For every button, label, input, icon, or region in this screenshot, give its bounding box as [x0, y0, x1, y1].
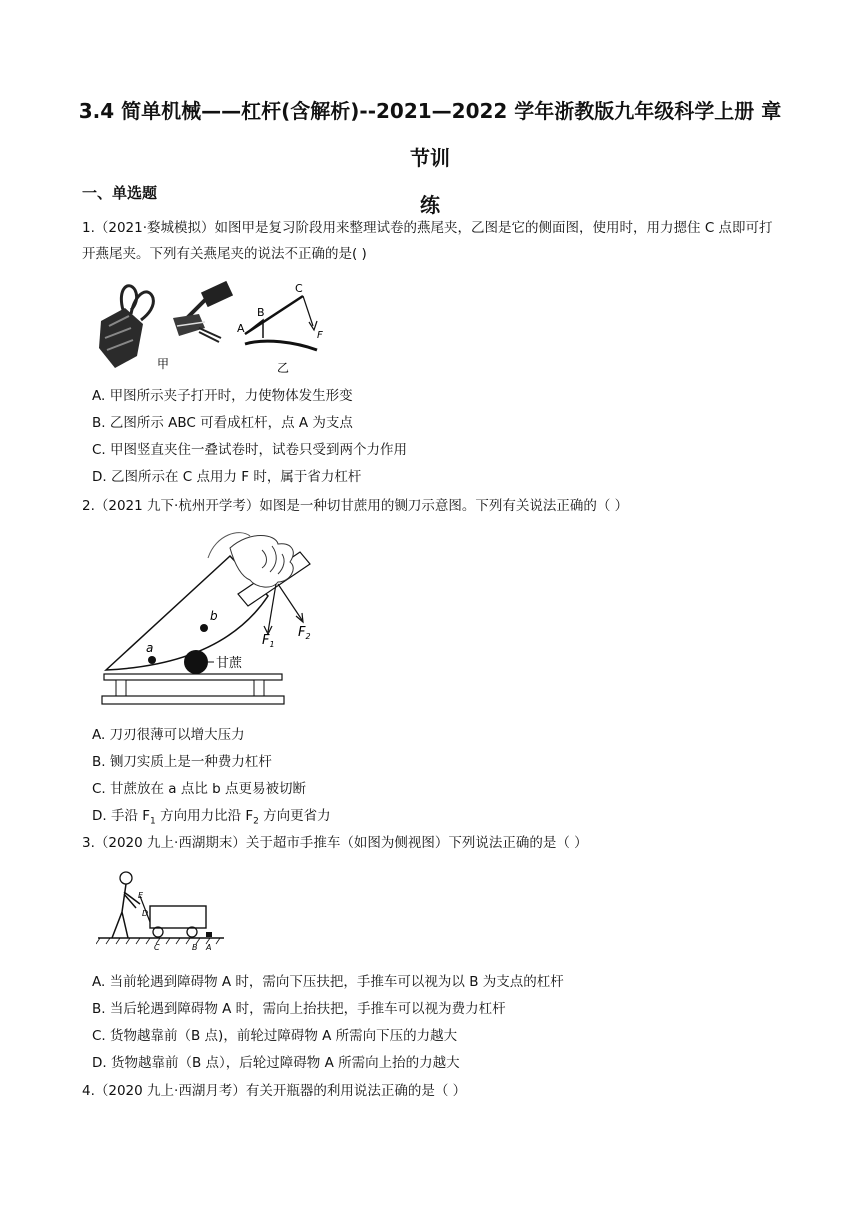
q1-option-c: C. 甲图竖直夹住一叠试卷时，试卷只受到两个力作用	[92, 442, 408, 458]
binder-clip-photo-1	[99, 286, 153, 368]
q3-option-d: D. 货物越靠前（B 点），后轮过障碍物 A 所需向上抬的力越大	[92, 1055, 460, 1071]
title-line-2: 练	[420, 193, 440, 217]
q2-option-d: D. 手沿 $F_1$ 方向用力比沿 $F_2$ 方向更省力	[92, 808, 331, 827]
q3-option-a: A. 当前轮遇到障碍物 A 时，需向下压扶把，手推车可以视为以 B 为支点的杠杆	[92, 974, 564, 990]
label-yi: 乙	[277, 361, 290, 375]
label-B: B	[192, 943, 198, 952]
point-a-dot	[148, 656, 156, 664]
label-F: F	[317, 330, 323, 341]
label-a: a	[146, 641, 154, 655]
label-A: A	[237, 322, 245, 335]
label-B: B	[257, 306, 265, 319]
label-E: E	[138, 891, 144, 900]
label-F2: $F_2$	[298, 625, 311, 641]
point-b-dot	[200, 624, 208, 632]
document-title	[70, 88, 790, 229]
title-line-1: 3.4 简单机械——杠杆(含解析)--2021—2022 学年浙教版九年级科学上册 章节训	[78, 99, 782, 170]
q2-option-a: A. 刀刃很薄可以增大压力	[92, 727, 245, 743]
label-C: C	[295, 282, 303, 295]
shopping-cart-figure	[96, 868, 226, 952]
q1-option-a: A. 甲图所示夹子打开时，力使物体发生形变	[92, 388, 353, 404]
label-sugarcane: 甘蔗	[216, 656, 243, 671]
q1-option-b: B. 乙图所示 ABC 可看成杠杆，点 A 为支点	[92, 415, 353, 431]
q2-option-c: C. 甘蔗放在 a 点比 b 点更易被切断	[92, 781, 307, 797]
binder-clip-side-view	[245, 296, 317, 350]
question-4-stem: 4.（2020 九上·西湖月考）有关开瓶器的利用说法正确的是（ ）	[82, 1083, 467, 1099]
q3-option-b: B. 当后轮遇到障碍物 A 时，需向上抬扶把，手推车可以视为费力杠杆	[92, 1001, 506, 1017]
q1-option-d: D. 乙图所示在 C 点用力 F 时，属于省力杠杆	[92, 469, 362, 485]
cart	[140, 896, 212, 937]
label-A: A	[206, 943, 212, 952]
q2-option-b: B. 铡刀实质上是一种费力杠杆	[92, 754, 272, 770]
question-3-stem: 3.（2020 九上·西湖期末）关于超市手推车（如图为侧视图）下列说法正确的是（ ）	[82, 835, 588, 851]
question-2-stem: 2.（2021 九下·杭州开学考）如图是一种切甘蔗用的铡刀示意图。下列有关说法正确的（ ）	[82, 498, 629, 514]
label-F1: $F_1$	[262, 633, 275, 649]
sugarcane-cutter-figure	[100, 528, 320, 714]
binder-clip-figure	[95, 276, 335, 378]
label-jia: 甲	[157, 357, 170, 371]
sugarcane-circle	[184, 650, 208, 674]
label-D: D	[142, 909, 149, 918]
q3-option-c: C. 货物越靠前（B 点)，前轮过障碍物 A 所需向下压的力越大	[92, 1028, 458, 1044]
stick-figure-person	[112, 872, 140, 938]
label-b: b	[210, 609, 218, 623]
cutter-base	[102, 674, 284, 704]
binder-clip-photo-2	[173, 281, 233, 342]
section-heading: 一、单选题	[82, 184, 158, 202]
cutter-handle-hand	[208, 533, 310, 606]
question-1-stem: 1.（2021·婺城模拟）如图甲是复习阶段用来整理试卷的燕尾夹，乙图是它的侧面图，使用时，用力摁住 C 点即可打开燕尾夹。下列有关燕尾夹的说法不正确的是( )	[82, 220, 773, 262]
label-C: C	[154, 943, 160, 952]
